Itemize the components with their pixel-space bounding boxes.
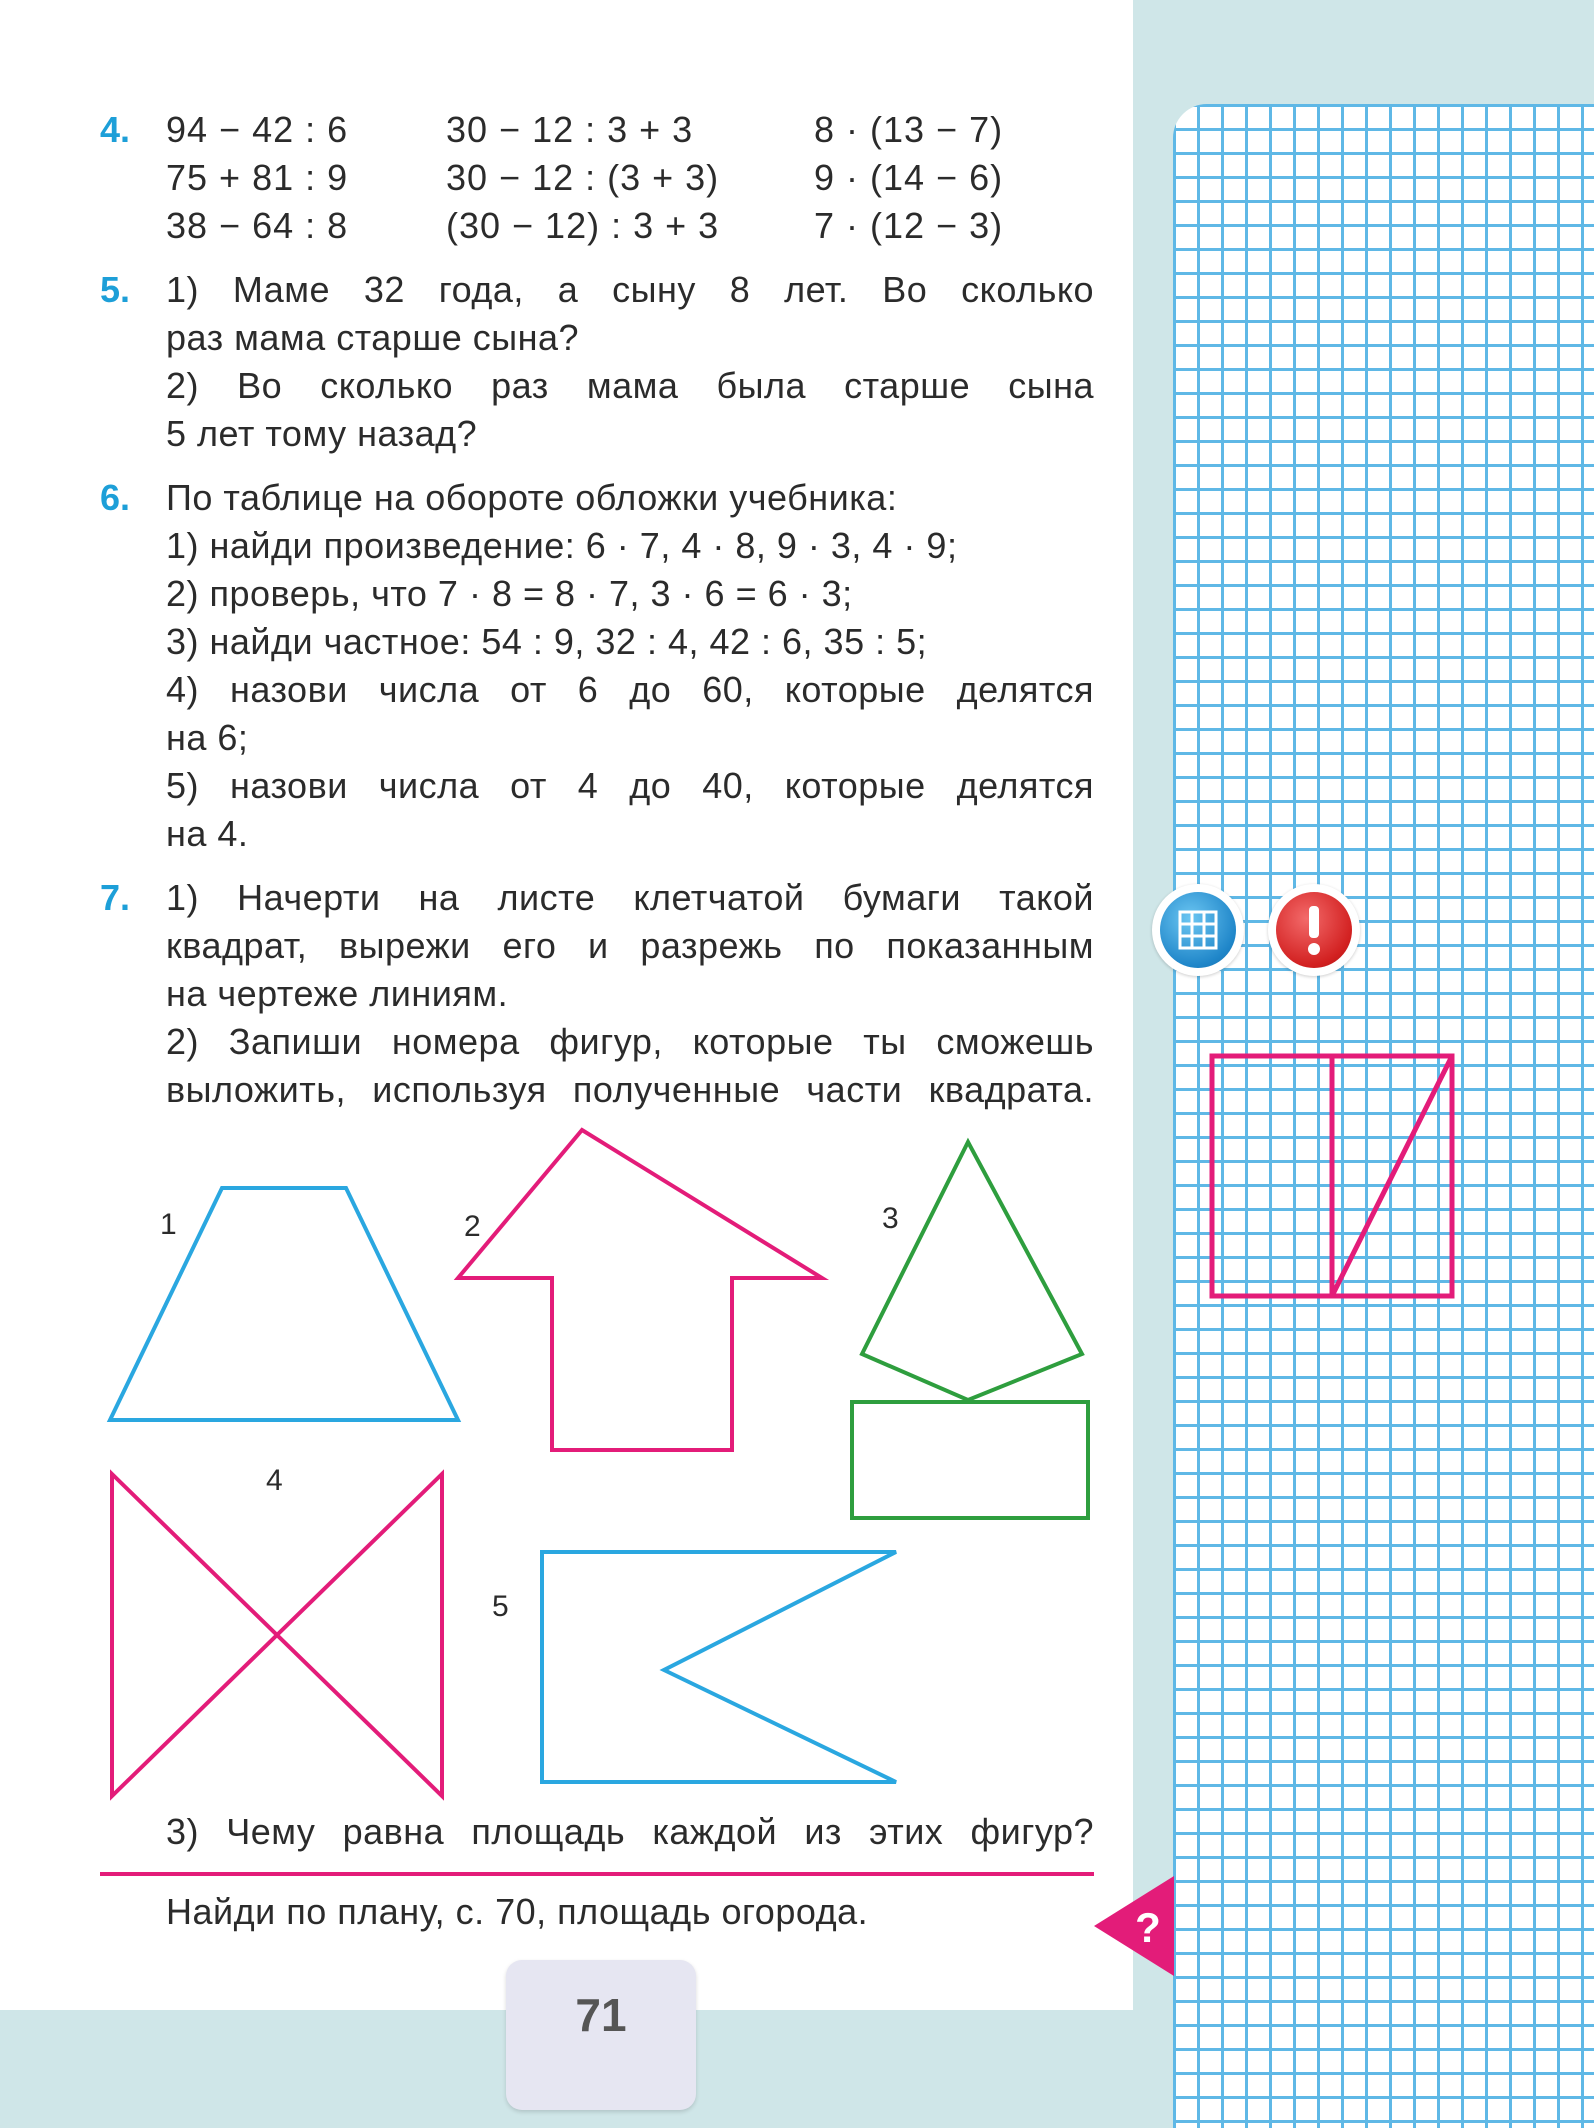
text-line: раз мама старше сына? <box>166 317 580 358</box>
grid-icon <box>1160 892 1236 968</box>
expression: 8 · (13 − 7) <box>814 109 1004 150</box>
text-line: 4) назови числа от 6 до 60, которые делятся <box>166 669 1094 710</box>
expression: 94 − 42 : 6 <box>166 109 349 150</box>
figure-label: 1 <box>160 1208 177 1241</box>
divider-line <box>100 1872 1094 1876</box>
figure-5-notched <box>542 1552 896 1782</box>
figure-label: 4 <box>266 1464 283 1497</box>
text-line: 3) найди частное: 54 : 9, 32 : 4, 42 : 6, 35 : 5; <box>166 621 928 662</box>
task-number: 7. <box>100 877 131 918</box>
expression: 30 − 12 : (3 + 3) <box>446 157 720 198</box>
text-line: на 4. <box>166 813 249 854</box>
expression: 38 − 64 : 8 <box>166 205 349 246</box>
expression: 9 · (14 − 6) <box>814 157 1004 198</box>
cut-line-diagonal <box>1332 1056 1452 1296</box>
text-line: 1) найди произведение: 6 · 7, 4 · 8, 9 · 3, 4 · 9; <box>166 525 958 566</box>
text-line: на 6; <box>166 717 249 758</box>
task-number: 5. <box>100 269 131 310</box>
figure-3-kite <box>862 1142 1082 1400</box>
text-line: 2) Во сколько раз мама была старше сына <box>166 365 1094 406</box>
question-3 <box>166 1808 1094 1856</box>
text-line: 1) Начерти на листе клетчатой бумаги такой <box>166 877 1094 918</box>
figure-4-bowtie <box>112 1474 442 1796</box>
figure-3-rectangle <box>852 1402 1088 1518</box>
text-line: 2) Запиши номера фигур, которые ты сможешь <box>166 1021 1094 1062</box>
text-line: квадрат, вырежи его и разрежь по показанным <box>166 925 1094 966</box>
text-line: 1) Маме 32 года, а сыну 8 лет. Во сколько <box>166 269 1094 310</box>
question-tab <box>1094 1876 1174 1976</box>
figure-2-arrow <box>458 1130 822 1450</box>
text-line: 3) Чему равна площадь каждой из этих фигур? <box>166 1811 1094 1852</box>
text-line: 5 лет тому назад? <box>166 413 478 454</box>
svg-text:?: ? <box>1135 1904 1161 1951</box>
figure-label: 3 <box>882 1202 899 1235</box>
question-icon <box>1094 1876 1174 1976</box>
task-number: 6. <box>100 477 131 518</box>
expression: 30 − 12 : 3 + 3 <box>446 109 694 150</box>
text-line: на чертеже линиям. <box>166 973 509 1014</box>
exclamation-icon <box>1276 892 1352 968</box>
expression: 7 · (12 − 3) <box>814 205 1004 246</box>
figure-label: 5 <box>492 1590 509 1623</box>
expression: (30 − 12) : 3 + 3 <box>446 205 720 246</box>
task-number: 4. <box>100 109 131 150</box>
text-line: 2) проверь, что 7 · 8 = 8 · 7, 3 · 6 = 6 · 3; <box>166 573 853 614</box>
text-line: выложить, используя полученные части квадрата. <box>166 1069 1094 1110</box>
text-line: По таблице на обороте обложки учебника: <box>166 477 898 518</box>
figure-label: 2 <box>464 1210 481 1243</box>
text-line: 5) назови числа от 4 до 40, которые делятся <box>166 765 1094 806</box>
expression: 75 + 81 : 9 <box>166 157 349 198</box>
page-number: 71 <box>575 1989 627 2041</box>
page-number-tab <box>506 1960 696 2110</box>
extra-task <box>166 1888 1066 1936</box>
warning-badge <box>1268 884 1360 976</box>
grid-badge <box>1152 884 1244 976</box>
text-line: Найди по плану, с. 70, площадь огорода. <box>166 1891 869 1932</box>
